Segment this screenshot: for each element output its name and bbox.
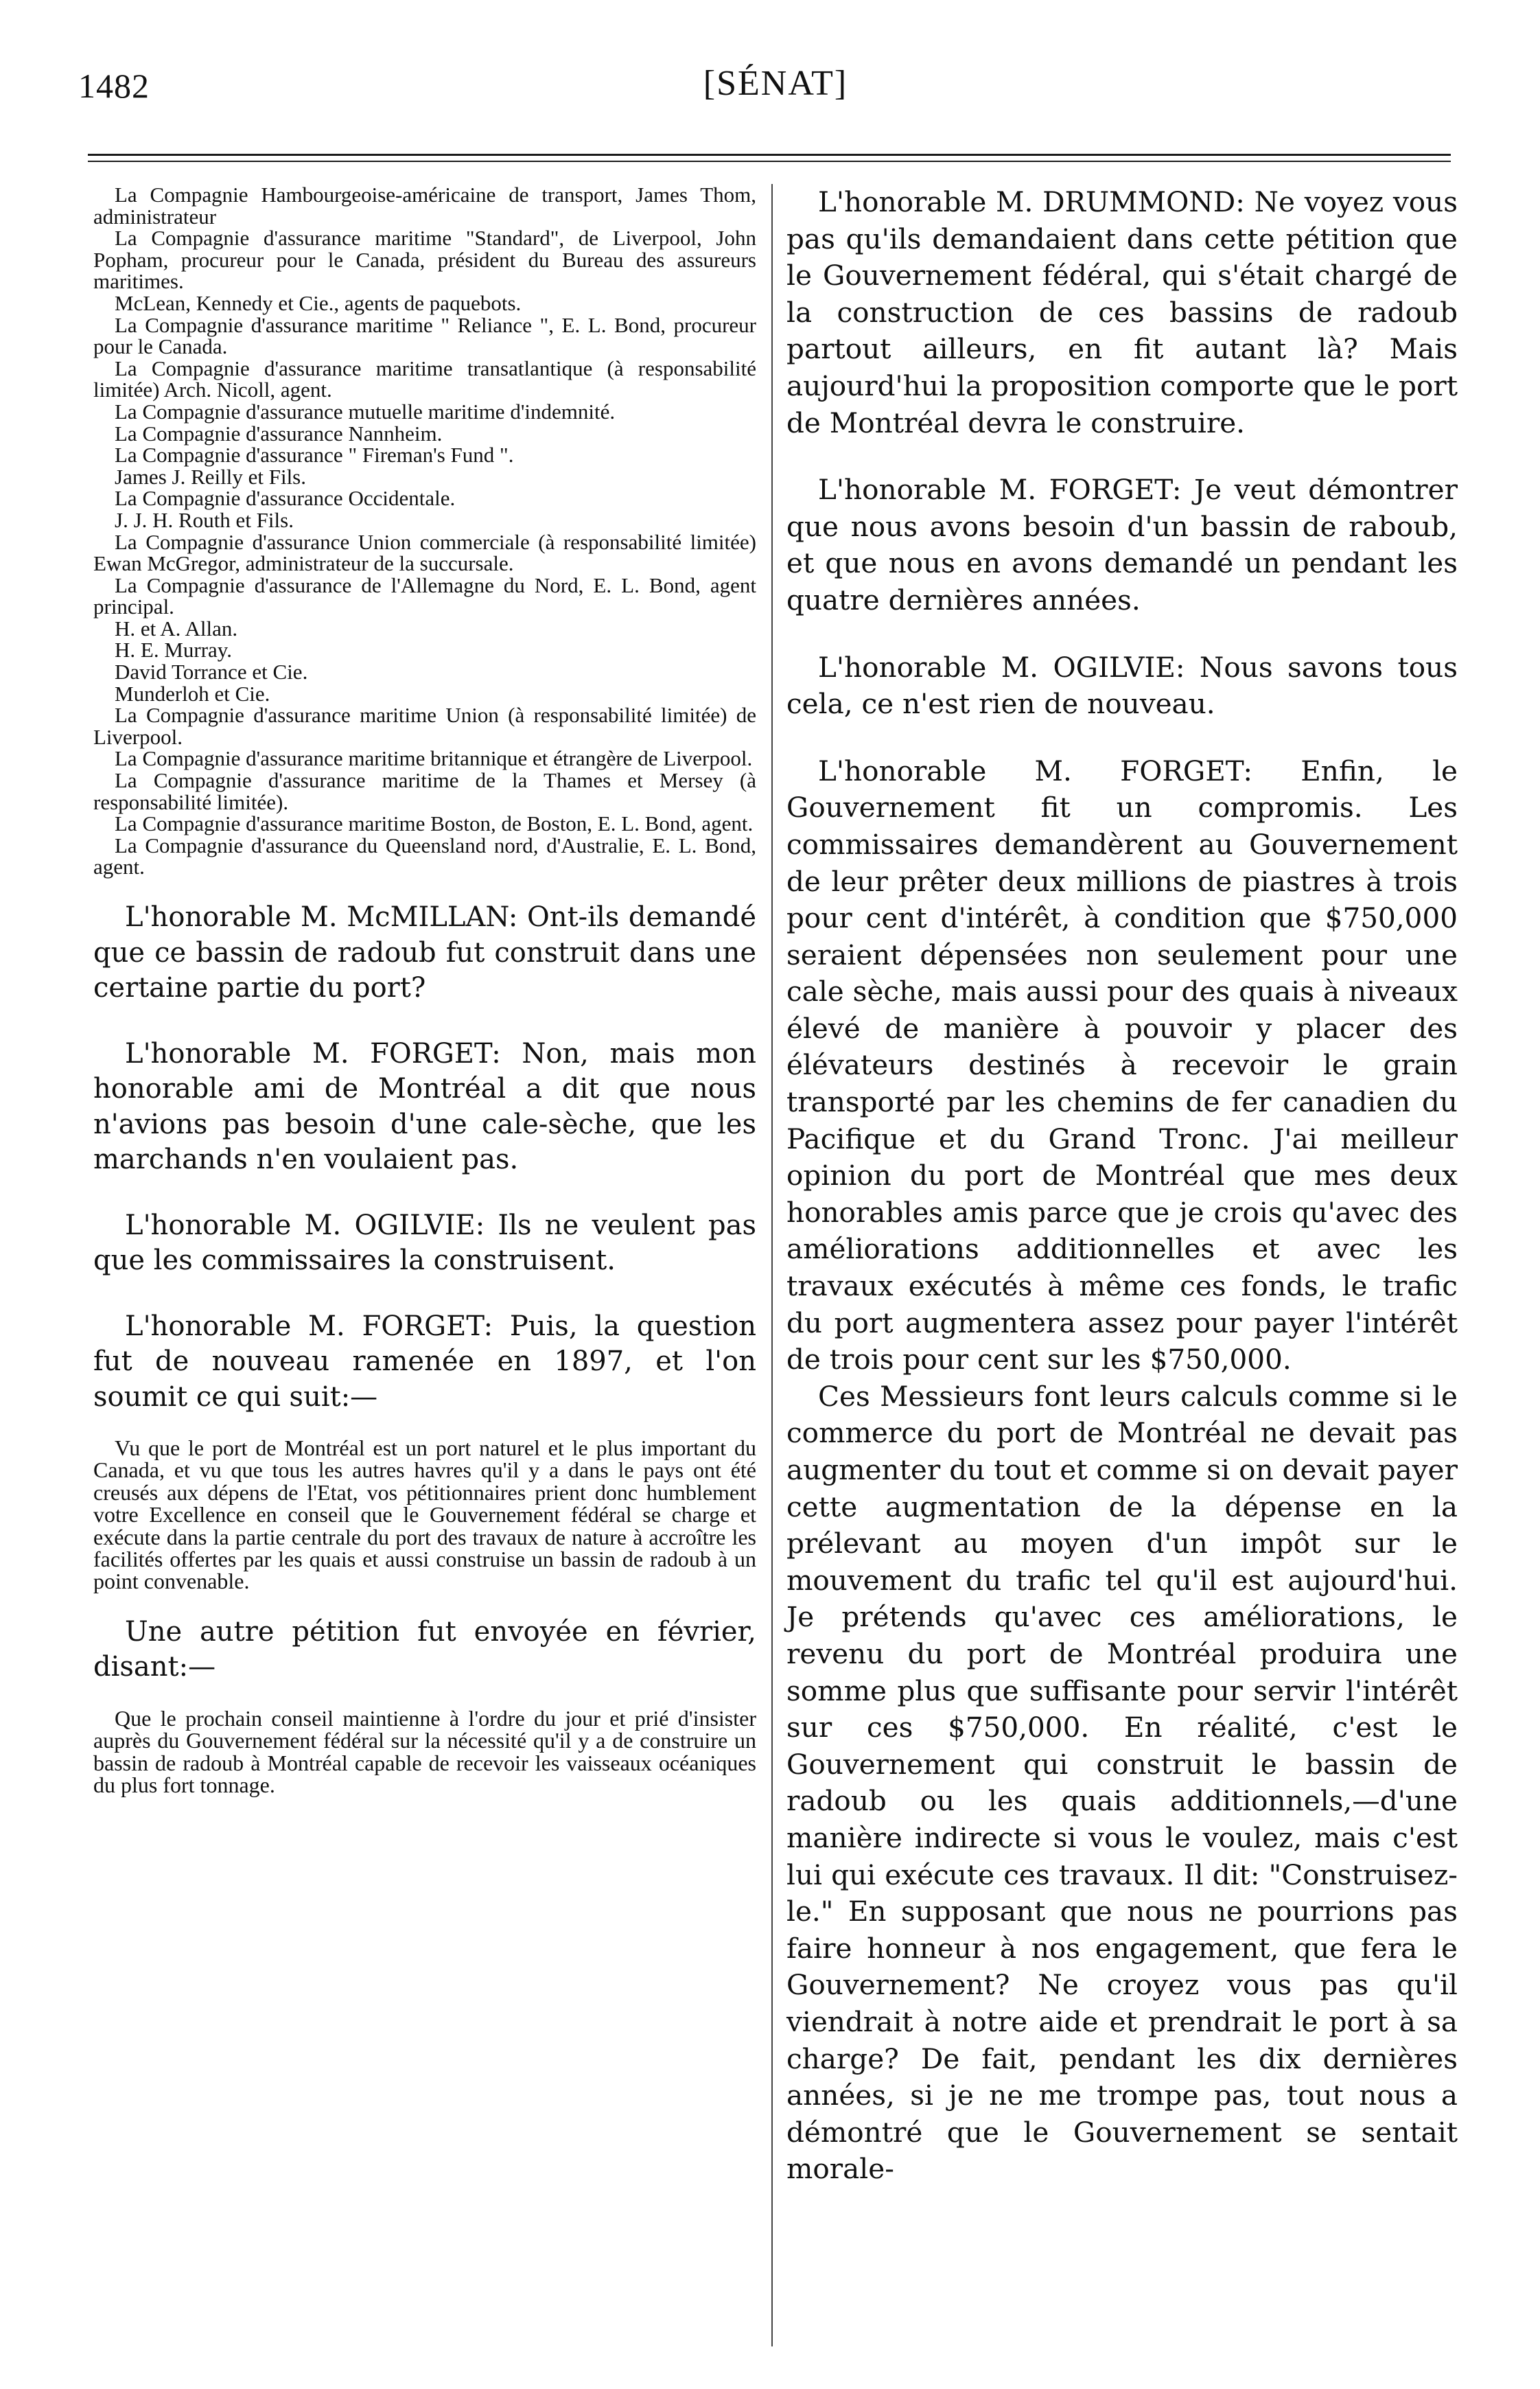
list-item: La Compagnie d'assurance Occidentale. bbox=[115, 486, 456, 511]
list-item: H. E. Murray. bbox=[115, 638, 233, 662]
list-item: La Compagnie d'assurance " Fireman's Fund ". bbox=[115, 443, 514, 468]
speech-forget-1: L'honorable M. FORGET: Non, mais mon honorable ami de Montréal a dit que nous n'avions pas besoin d'une cale-sèche, que les marchands n'en voulaient pas. bbox=[93, 1037, 756, 1175]
list-item: J. J. H. Routh et Fils. bbox=[115, 507, 294, 532]
list-item: La Compagnie d'assurance maritime Union (à responsabilité limitée) de Liverpool. bbox=[93, 703, 756, 749]
speech-forget-4-continued: Ces Messieurs font leurs calculs comme si le commerce du port de Montréal ne devait pas augmenter du tout et comme si on devait payer cette augmentation de la dépense en la prélevant au moyen d'un impôt sur le mouvement du trafic tel qu'il est aujourd'hui. Je prétends qu'avec ces améliorations, le revenu du port de Montréal produira une somme plus que suffisante pour servir l'intérêt sur ces $750,000. En réalité, c'est le Gouvernement qui construit le bassin de radoub ou les quais additionnels,—d'une manière indirecte si vous le voulez, mais c'est lui qui exécute ces travaux. Il dit: "Construisez-le." En supposant que nous ne pourrions pas faire honneur à nos engagement, que fera le Gouvernement? Ne croyez vous pas qu'il viendrait à notre aide et prendrait le port à sa charge? De fait, pendant les dix dernières années, si je ne me trompe pas, tout nous a démontré que le Gouvernement se sentait morale- bbox=[786, 1379, 1458, 2186]
header-rule-bottom bbox=[88, 161, 1451, 162]
list-item: La Compagnie Hambourgeoise-américaine de transport, James Thom, administrateur bbox=[93, 183, 756, 229]
list-item: La Compagnie d'assurance Nannheim. bbox=[115, 421, 443, 446]
list-item: La Compagnie d'assurance maritime britannique et étrangère de Liverpool. bbox=[115, 746, 753, 771]
list-item: La Compagnie d'assurance maritime Boston, de Boston, E. L. Bond, agent. bbox=[115, 811, 754, 836]
speech-drummond: L'honorable M. DRUMMOND: Ne voyez vous pas qu'ils demandaient dans cette pétition que le Gouvernement fédéral, qui s'était chargé de la construction de ces bassins de radoub partout ailleurs, en fit autant là? Mais aujourd'hui la proposition comporte que le port de Montréal devra le construire. bbox=[786, 185, 1458, 439]
header-rule-top bbox=[88, 154, 1451, 156]
list-item: McLean, Kennedy et Cie., agents de paquebots. bbox=[115, 290, 522, 315]
list-item: La Compagnie d'assurance maritime " Reliance ", E. L. Bond, procureur pour le Canada. bbox=[93, 312, 756, 359]
petition-intro: Une autre pétition fut envoyée en février, disant:— bbox=[93, 1615, 756, 1683]
list-item: La Compagnie d'assurance du Queensland nord, d'Australie, E. L. Bond, agent. bbox=[93, 833, 756, 879]
speech-forget-3: L'honorable M. FORGET: Je veut démontrer que nous avons besoin d'un bassin de raboub, et que nous en avons demandé un pendant les quatre dernières années. bbox=[786, 473, 1458, 616]
speech-ogilvie-1: L'honorable M. OGILVIE: Ils ne veulent pas que les commissaires la construisent. bbox=[93, 1209, 756, 1276]
list-item: La Compagnie d'assurance Union commerciale (à responsabilité limitée) Ewan McGregor, administrateur de la succursale. bbox=[93, 529, 756, 576]
list-item: Munderloh et Cie. bbox=[115, 681, 270, 706]
list-item: La Compagnie d'assurance maritime de la Thames et Mersey (à responsabilité limitée). bbox=[93, 768, 756, 814]
list-item: H. et A. Allan. bbox=[115, 616, 238, 640]
right-column bbox=[786, 184, 1458, 2188]
list-item: La Compagnie d'assurance maritime transatlantique (à responsabilité limitée) Arch. Nicoll, agent. bbox=[93, 356, 756, 402]
list-item: La Compagnie d'assurance de l'Allemagne du Nord, E. L. Bond, agent principal. bbox=[93, 573, 756, 619]
left-column bbox=[93, 184, 756, 1796]
page-number: 1482 bbox=[78, 67, 150, 105]
list-item: James J. Reilly et Fils. bbox=[115, 464, 306, 489]
speech-ogilvie-2: L'honorable M. OGILVIE: Nous savons tous cela, ce n'est rien de nouveau. bbox=[786, 650, 1458, 721]
speech-forget-4: L'honorable M. FORGET: Enfin, le Gouvernement fit un compromis. Les commissaires demandèrent au Gouvernement de leur prêter deux millions de piastres à trois pour cent d'intérêt, à condition que $750,000 seraient dépensées non seulement pour une cale sèche, mais aussi pour des quais à niveaux élevé de manière à pouvoir y placer des élévateurs destinés à recevoir le grain transporté par les chemins de fer canadien du Pacifique et du Grand Tronc. J'ai meilleur opinion du port de Montréal que mes deux honorables amis parce que je crois qu'avec des améliorations additionnelles et avec les travaux exécutés à même ces fonds, le trafic du port augmentera assez pour payer l'intérêt de trois pour cent sur les $750,000. bbox=[786, 754, 1458, 1376]
speech-mcmillan: L'honorable M. McMILLAN: Ont-ils demandé que ce bassin de radoub fut construit dans une certaine partie du port? bbox=[93, 901, 756, 1004]
petition-quote-2: Que le prochain conseil maintienne à l'ordre du jour et prié d'insister auprès du Gouvernement fédéral sur la nécessité qu'il y a de construire un bassin de radoub à Montréal capable de recevoir les vaisseaux océaniques du plus fort tonnage. bbox=[93, 1705, 756, 1798]
insurance-list bbox=[93, 184, 756, 878]
speech-forget-2: L'honorable M. FORGET: Puis, la question fut de nouveau ramenée en 1897, et l'on soumit ce qui suit:— bbox=[93, 1310, 756, 1413]
column-divider bbox=[771, 184, 773, 2346]
list-item: La Compagnie d'assurance maritime "Standard", de Liverpool, John Popham, procureur pour le Canada, président du Bureau des assureurs maritimes. bbox=[93, 226, 756, 294]
running-head: [SÉNAT] bbox=[703, 64, 848, 103]
list-item: David Torrance et Cie. bbox=[115, 660, 308, 684]
petition-quote-1: Vu que le port de Montréal est un port naturel et le plus important du Canada, et vu que tous les autres havres qu'il y a dans le pays ont été creusés aux dépens de l'Etat, vos pétitionnaires prient donc humblement votre Excellence en conseil que le Gouvernement fédéral se charge et exécute dans la partie centrale du port des travaux de nature à accroître les facilités offertes par les quais et aussi construise un bassin de radoub à un point convenable. bbox=[93, 1435, 756, 1594]
list-item: La Compagnie d'assurance mutuelle maritime d'indemnité. bbox=[115, 399, 616, 424]
